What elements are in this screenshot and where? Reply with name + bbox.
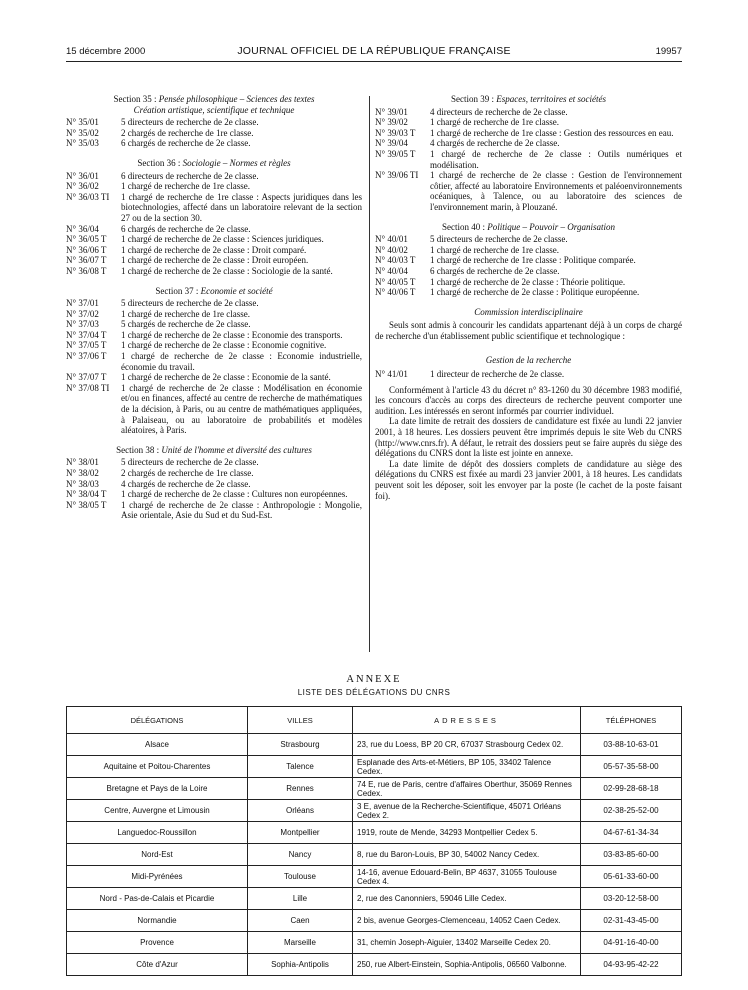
cell-adresse: 23, rue du Loess, BP 20 CR, 67037 Strasbourg Cedex 02. — [353, 734, 581, 756]
left-column — [66, 94, 362, 521]
cell-ville: Marseille — [248, 932, 353, 954]
list-item — [375, 287, 682, 298]
cell-delegation: Aquitaine et Poitou-Charentes — [67, 756, 248, 778]
list-item — [375, 245, 682, 256]
list-item — [375, 128, 682, 139]
item-text: 1 chargé de recherche de 1re classe. — [430, 117, 560, 128]
annex-subtitle: LISTE DES DÉLÉGATIONS DU CNRS — [297, 688, 451, 697]
cell-adresse: Esplanade des Arts-et-Métiers, BP 105, 33402 Talence Cedex. — [353, 756, 581, 778]
table-row — [67, 888, 682, 910]
table-body — [67, 734, 682, 976]
item-text: 6 chargés de recherche de 2e classe. — [121, 138, 251, 149]
column-header-adresses: ADRESSES — [353, 707, 581, 734]
item-number: N° 37/03 — [66, 319, 99, 330]
list-item — [66, 330, 362, 341]
item-text: 1 chargé de recherche de 2e classe : Anthropologie : Mongolie, Asie orientale, Asie du Sud et du Sud-Est. — [121, 499, 362, 521]
cell-delegation: Midi-Pyrénées — [67, 866, 248, 888]
item-text: 5 chargés de recherche de 2e classe. — [121, 319, 251, 330]
section-gap — [375, 213, 682, 222]
item-number: N° 37/08 TI — [66, 382, 110, 393]
section-name: Espaces, territoires et sociétés — [496, 94, 606, 104]
item-number: N° 37/04 T — [66, 329, 107, 340]
table-row — [67, 822, 682, 844]
section-title — [375, 94, 682, 105]
cell-delegation: Bretagne et Pays de la Loire — [67, 778, 248, 800]
table-row — [67, 866, 682, 888]
section-prefix: Section 35 : — [113, 94, 159, 104]
cell-adresse: 3 E, avenue de la Recherche-Scientifique, 45071 Orléans Cedex 2. — [353, 800, 581, 822]
list-item — [66, 372, 362, 383]
item-text: 1 chargé de recherche de 1re classe : Politique comparée. — [430, 255, 636, 266]
item-text: 1 chargé de recherche de 1re classe : Gestion des ressources en eau. — [430, 127, 674, 138]
item-number: N° 35/02 — [66, 127, 99, 138]
item-number: N° 36/07 T — [66, 255, 107, 266]
list-item — [66, 224, 362, 235]
cell-adresse: 2, rue des Canonniers, 59046 Lille Cedex. — [353, 888, 581, 910]
list-item — [66, 309, 362, 320]
list-item — [66, 192, 362, 224]
section-name: Pensée philosophique – Sciences des textes — [158, 94, 315, 104]
item-number: N° 39/04 — [375, 138, 408, 149]
section-name: Unité de l'homme et diversité des cultures — [161, 444, 312, 455]
cell-ville: Sophia-Antipolis — [248, 954, 353, 976]
column-divider — [369, 96, 370, 652]
item-number: N° 37/05 T — [66, 340, 107, 351]
item-number: N° 38/03 — [66, 478, 99, 489]
item-number: N° 39/05 T — [375, 148, 416, 159]
item-text: 1 chargé de recherche de 1re classe. — [121, 181, 251, 192]
list-item — [66, 255, 362, 266]
section-title — [66, 445, 362, 456]
item-number: N° 37/07 T — [66, 372, 107, 383]
item-number: N° 40/03 T — [375, 255, 416, 266]
cell-ville: Lille — [248, 888, 353, 910]
list-item — [66, 117, 362, 128]
item-number: N° 39/03 T — [375, 127, 416, 138]
cell-delegation: Nord-Est — [67, 844, 248, 866]
section-subtitle: Création artistique, scientifique et technique — [133, 104, 295, 115]
cell-delegation: Alsace — [67, 734, 248, 756]
list-item — [66, 383, 362, 436]
item-number: N° 36/05 T — [66, 234, 107, 245]
item-number: N° 35/01 — [66, 117, 99, 128]
list-item — [66, 489, 362, 500]
paragraph-retrait: La date limite de retrait des dossiers de candidature est fixée au lundi 22 janvier 2001, à 18 heures. Les dossiers peuvent être imprimés depuis le site Web du CNRS (http://www.cnrs.fr). A défaut, le retrait des dossiers peut se faire auprès du siège des délégations du CNRS dont la liste est jointe en annexe. — [375, 416, 682, 459]
section-name: Sociologie – Normes et règles — [182, 157, 291, 168]
item-text: 1 chargé de recherche de 2e classe : Politique européenne. — [430, 287, 640, 298]
list-item — [66, 319, 362, 330]
table-row — [67, 756, 682, 778]
cell-ville: Montpellier — [248, 822, 353, 844]
item-number: N° 35/03 — [66, 138, 99, 149]
right-column — [375, 94, 682, 501]
item-number: N° 41/01 — [375, 369, 408, 380]
item-text: 6 directeurs de recherche de 2e classe. — [121, 170, 259, 181]
cell-adresse: 8, rue du Baron-Louis, BP 30, 54002 Nancy Cedex. — [353, 844, 581, 866]
item-number: N° 37/02 — [66, 308, 99, 319]
page-number: 19957 — [655, 46, 682, 57]
section-gap — [66, 149, 362, 158]
annex-title: ANNEXE — [346, 674, 402, 685]
list-item — [375, 255, 682, 266]
list-item — [375, 266, 682, 277]
item-text: 5 directeurs de recherche de 2e classe. — [430, 234, 568, 245]
item-number: N° 38/04 T — [66, 489, 107, 500]
section-prefix: Section 39 : — [451, 94, 497, 104]
item-text: 2 chargés de recherche de 1re classe. — [121, 127, 254, 138]
list-item — [66, 351, 362, 372]
cell-adresse: 250, rue Albert-Einstein, Sophia-Antipolis, 06560 Valbonne. — [353, 954, 581, 976]
item-text: 1 chargé de recherche de 2e classe : Outils numériques et modélisation. — [430, 148, 682, 170]
cell-telephone: 03-88-10-63-01 — [581, 734, 682, 756]
cell-adresse: 31, chemin Joseph-Aiguier, 13402 Marseille Cedex 20. — [353, 932, 581, 954]
cell-ville: Talence — [248, 756, 353, 778]
journal-title: JOURNAL OFFICIEL DE LA RÉPUBLIQUE FRANÇAISE — [237, 45, 511, 57]
cell-telephone: 04-67-61-34-34 — [581, 822, 682, 844]
section-title — [66, 286, 362, 297]
section-title — [66, 94, 362, 115]
item-text: 1 chargé de recherche de 2e classe : Droit comparé. — [121, 244, 307, 255]
table-row — [67, 932, 682, 954]
item-text: 1 chargé de recherche de 2e classe : Economie de la santé. — [121, 372, 331, 383]
section-name: Economie et société — [200, 285, 273, 296]
item-number: N° 38/02 — [66, 468, 99, 478]
cell-telephone: 05-61-33-60-00 — [581, 866, 682, 888]
cell-ville: Rennes — [248, 778, 353, 800]
cell-ville: Caen — [248, 910, 353, 932]
cell-ville: Toulouse — [248, 866, 353, 888]
section-name: Politique – Pouvoir – Organisation — [487, 221, 615, 232]
item-number: N° 36/03 TI — [66, 191, 110, 202]
item-text: 1 directeur de recherche de 2e classe. — [430, 369, 565, 380]
list-item — [375, 117, 682, 128]
right-sections — [375, 94, 682, 298]
item-text: 1 chargé de recherche de 2e classe : Gestion de l'environnement côtier, affecté au laboratoire Environnements et paléoenvironnements océaniques, à Talence, ou au laboratoire des sciences de l'environnement marin, à Plouzané. — [430, 170, 682, 212]
item-number: N° 38/01 — [66, 457, 99, 468]
table-row — [67, 844, 682, 866]
item-text: 1 chargé de recherche de 2e classe : Droit européen. — [121, 255, 309, 266]
item-text: 6 chargés de recherche de 2e classe. — [430, 265, 560, 276]
item-number: N° 39/01 — [375, 106, 408, 117]
cell-delegation: Normandie — [67, 910, 248, 932]
gestion-title: Gestion de la recherche — [485, 355, 572, 366]
cell-telephone: 03-83-85-60-00 — [581, 844, 682, 866]
commission-title: Commission interdisciplinaire — [474, 306, 583, 317]
cell-delegation: Côte d'Azur — [67, 954, 248, 976]
list-item — [375, 234, 682, 245]
cell-telephone: 02-31-43-45-00 — [581, 910, 682, 932]
paragraph-depot: La date limite de dépôt des dossiers complets de candidature au siège des délégations du CNRS est fixée au mardi 23 janvier 2001, à 18 heures. Les candidats peuvent soit les déposer, soit les envoyer par la poste (le cachet de la poste faisant foi). — [375, 458, 682, 501]
item-number: N° 36/01 — [66, 170, 99, 181]
item-number: N° 40/02 — [375, 244, 408, 255]
table-row — [67, 734, 682, 756]
cell-delegation: Centre, Auvergne et Limousin — [67, 800, 248, 822]
table-row — [67, 910, 682, 932]
item-text: 1 chargé de recherche de 2e classe : Sociologie de la santé. — [121, 265, 333, 276]
list-item — [375, 138, 682, 149]
item-text: 1 chargé de recherche de 2e classe : Economie des transports. — [121, 329, 343, 340]
item-text: 1 chargé de recherche de 2e classe : Sciences juridiques. — [121, 234, 324, 245]
commission-text: Seuls sont admis à concourir les candidats appartenant déjà à un corps de chargé de recherche d'un établissement public scientifique et technologique : — [375, 320, 682, 341]
item-text: 4 chargés de recherche de 2e classe. — [121, 478, 251, 489]
cell-delegation: Nord - Pas-de-Calais et Picardie — [67, 888, 248, 910]
cell-adresse: 14-16, avenue Edouard-Belin, BP 4637, 31055 Toulouse Cedex 4. — [353, 866, 581, 888]
list-item — [375, 149, 682, 170]
item-number: N° 39/06 TI — [375, 170, 419, 181]
column-header-villes: VILLES — [248, 707, 353, 734]
item-text: 1 chargé de recherche de 1re classe : Aspects juridiques dans les biotechnologies, affecté dans un laboratoire relevant de la section 27 ou de la section 30. — [121, 191, 362, 223]
paragraph-audition: Conformément à l'article 43 du décret n° 83-1260 du 30 décembre 1983 modifié, les concours d'accès au corps des directeurs de recherche peuvent comporter une audition. Les intéressés en seront informés par courrier individuel. — [375, 384, 682, 416]
table-row — [67, 800, 682, 822]
cell-ville: Nancy — [248, 844, 353, 866]
section-prefix: Section 40 : — [442, 221, 488, 232]
cell-delegation: Provence — [67, 932, 248, 954]
gestion-item — [375, 369, 682, 380]
item-text: 1 chargé de recherche de 2e classe : Economie industrielle, économie du travail. — [121, 351, 362, 372]
item-text: 4 directeurs de recherche de 2e classe. — [430, 106, 568, 117]
page-header — [66, 46, 682, 60]
item-text: 5 directeurs de recherche de 2e classe. — [121, 117, 259, 128]
section-gap — [66, 436, 362, 445]
section-prefix: Section 38 : — [116, 444, 162, 455]
item-number: N° 39/02 — [375, 117, 408, 128]
list-item — [66, 128, 362, 139]
item-text: 6 chargés de recherche de 2e classe. — [121, 223, 251, 234]
header-date: 15 décembre 2000 — [66, 46, 146, 57]
item-number: N° 36/06 T — [66, 244, 107, 255]
list-item — [375, 170, 682, 212]
table-header-row — [67, 707, 682, 734]
cell-adresse: 1919, route de Mende, 34293 Montpellier Cedex 5. — [353, 822, 581, 844]
item-text: 1 chargé de recherche de 2e classe : Cultures non européennes. — [121, 489, 348, 500]
list-item — [66, 181, 362, 192]
list-item — [66, 266, 362, 277]
item-text: 1 chargé de recherche de 2e classe : Modélisation en économie et/ou en finances, affecté au centre de recherche de mathématiques de la décision, à Paris, ou au centre de mathématiques appliquées, à Palaiseau, ou au laboratoire de probabilités et modèles aléatoires, à Paris. — [121, 382, 362, 436]
cell-delegation: Languedoc-Roussillon — [67, 822, 248, 844]
section-title — [375, 222, 682, 233]
cell-ville: Strasbourg — [248, 734, 353, 756]
item-number: N° 40/06 T — [375, 287, 416, 298]
list-item — [375, 107, 682, 118]
list-item — [66, 479, 362, 490]
item-text: 4 chargés de recherche de 2e classe. — [430, 138, 560, 149]
list-item — [66, 298, 362, 309]
cell-telephone: 02-99-28-68-18 — [581, 778, 682, 800]
list-item — [66, 468, 362, 479]
cell-ville: Orléans — [248, 800, 353, 822]
table-row — [67, 778, 682, 800]
item-text: 1 chargé de recherche de 1re classe. — [430, 244, 560, 255]
cell-telephone: 04-93-95-42-22 — [581, 954, 682, 976]
cell-telephone: 03-20-12-58-00 — [581, 888, 682, 910]
section-prefix: Section 36 : — [137, 157, 183, 168]
list-item — [66, 245, 362, 256]
item-number: N° 37/01 — [66, 298, 99, 309]
item-text: 5 directeurs de recherche de 2e classe. — [121, 298, 259, 309]
item-number: N° 36/02 — [66, 181, 99, 192]
list-item — [66, 138, 362, 149]
item-text: 1 chargé de recherche de 2e classe : Théorie politique. — [430, 276, 626, 287]
item-number: N° 40/05 T — [375, 276, 416, 287]
cell-adresse: 2 bis, avenue Georges-Clemenceau, 14052 Caen Cedex. — [353, 910, 581, 932]
section-prefix: Section 37 : — [155, 285, 201, 296]
item-text: 1 chargé de recherche de 2e classe : Economie cognitive. — [121, 340, 327, 351]
section-title — [66, 158, 362, 169]
item-number: N° 36/08 T — [66, 265, 107, 276]
item-number: N° 40/04 — [375, 265, 408, 276]
column-header-delegations: DÉLÉGATIONS — [67, 707, 248, 734]
item-number: N° 36/04 — [66, 223, 99, 234]
item-text: 2 chargés de recherche de 1re classe. — [121, 468, 254, 478]
column-header-telephones: TÉLÉPHONES — [581, 707, 682, 734]
list-item — [66, 340, 362, 351]
cell-telephone: 02-38-25-52-00 — [581, 800, 682, 822]
item-text: 1 chargé de recherche de 1re classe. — [121, 308, 251, 319]
list-item — [375, 277, 682, 288]
header-rule — [66, 61, 682, 62]
cell-telephone: 05-57-35-58-00 — [581, 756, 682, 778]
list-item — [66, 457, 362, 468]
item-number: N° 40/01 — [375, 234, 408, 245]
table-row — [67, 954, 682, 976]
list-item — [66, 234, 362, 245]
item-number: N° 37/06 T — [66, 351, 107, 362]
cell-adresse: 74 E, rue de Paris, centre d'affaires Oberthur, 35069 Rennes Cedex. — [353, 778, 581, 800]
cell-telephone: 04-91-16-40-00 — [581, 932, 682, 954]
section-gap — [66, 277, 362, 286]
list-item — [66, 171, 362, 182]
list-item — [66, 500, 362, 521]
delegations-table — [66, 706, 682, 976]
item-number: N° 38/05 T — [66, 499, 107, 510]
item-text: 5 directeurs de recherche de 2e classe. — [121, 457, 259, 468]
